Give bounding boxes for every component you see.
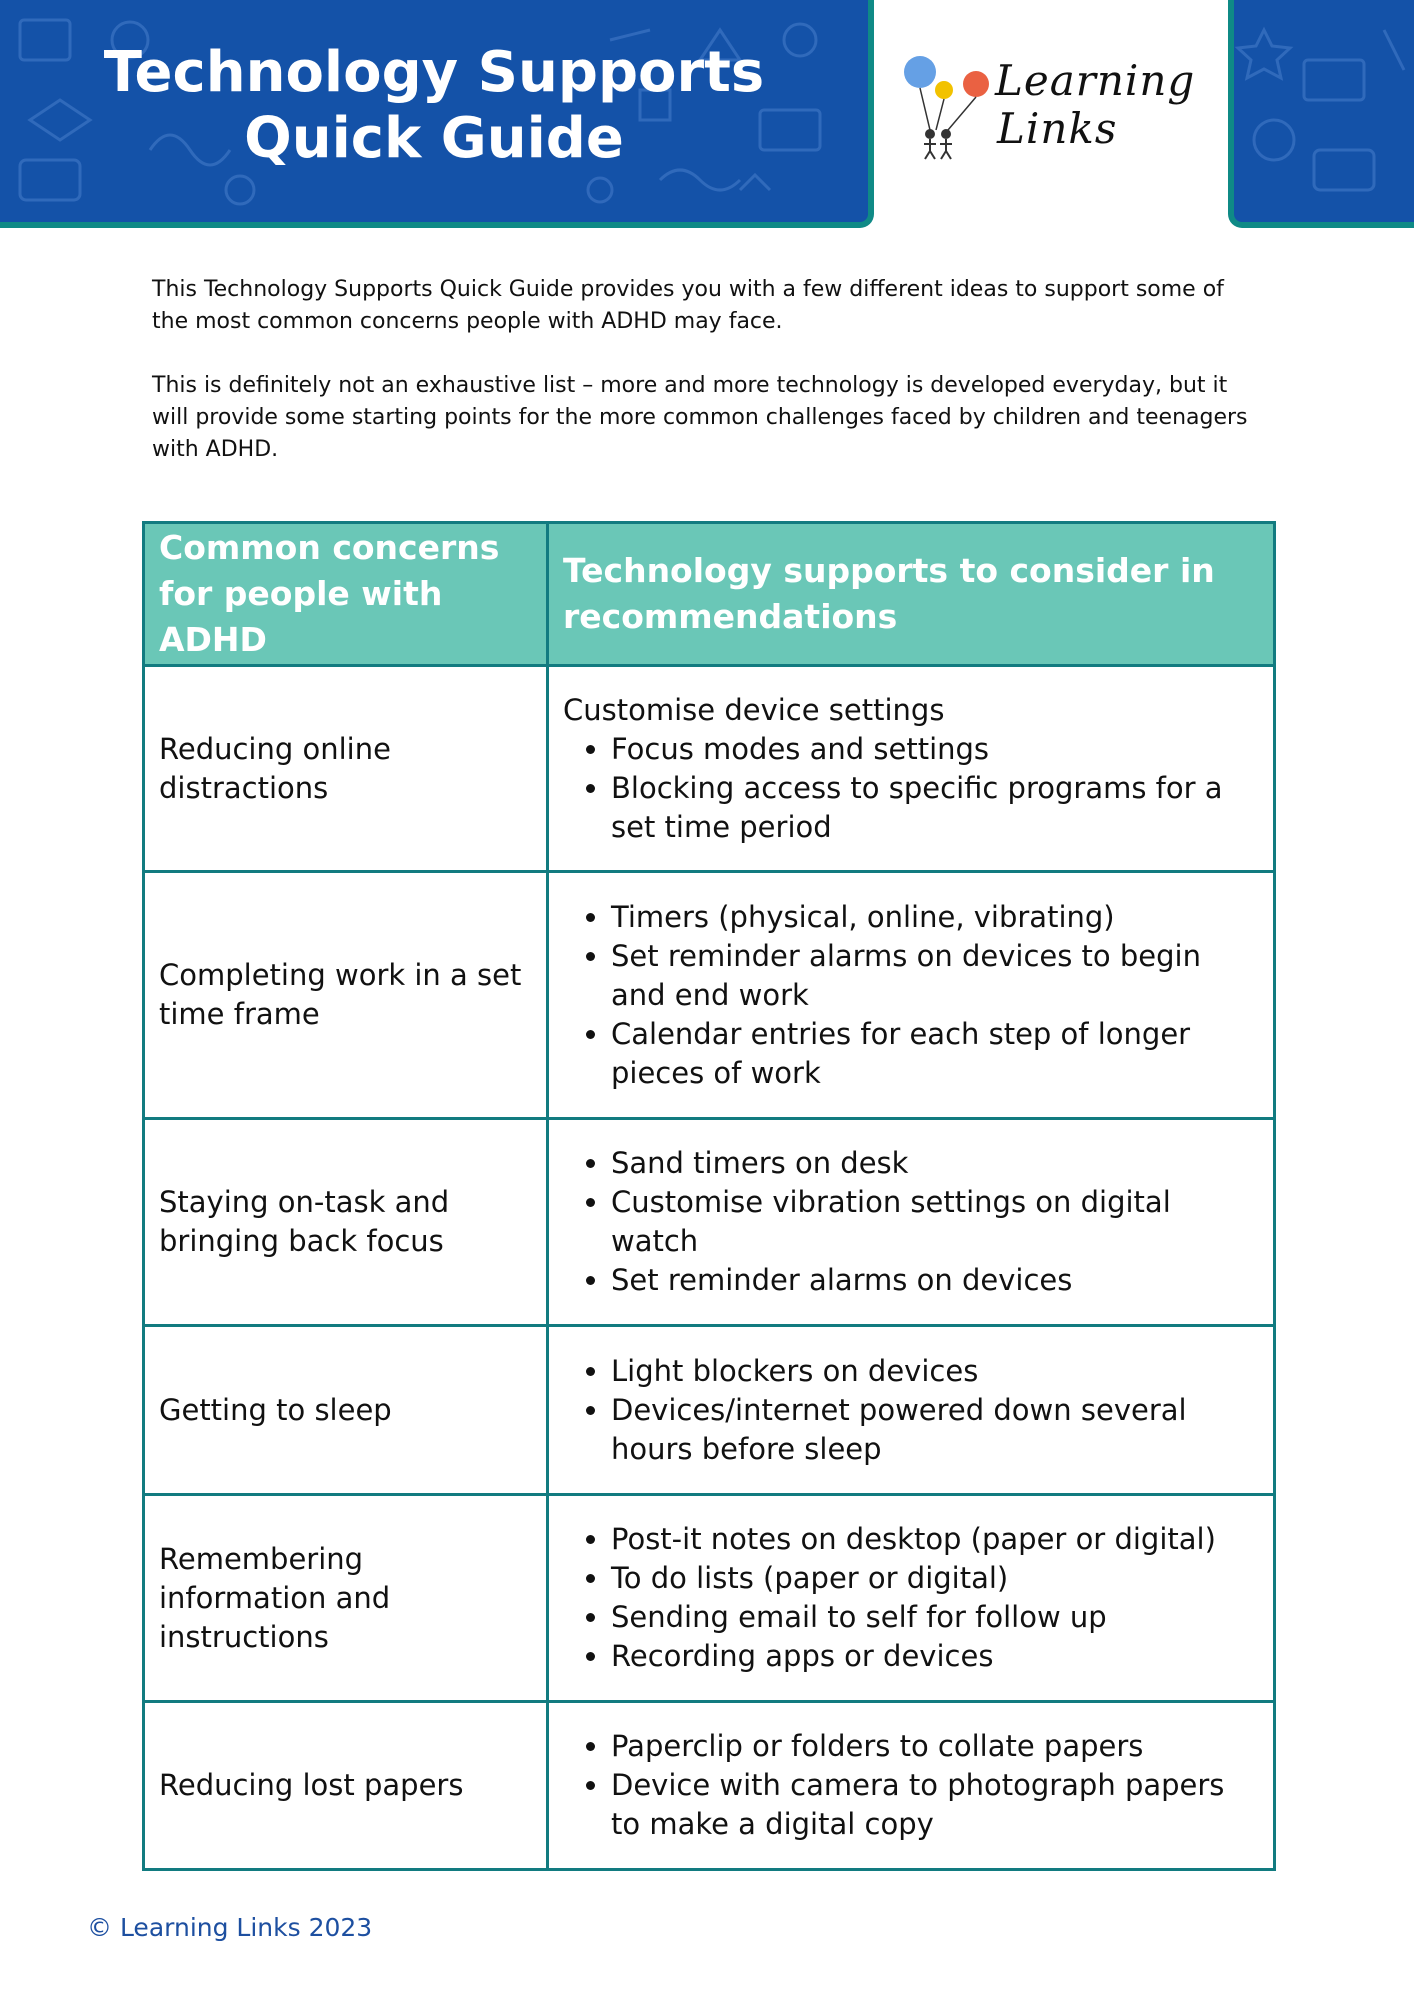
intro-paragraph: This is definitely not an exhaustive list – more and more technology is developed everyday, but it will provide some starting points for the more common challenges faced by children and teenagers with ADHD. [152,373,1248,462]
page-title-line-2: Quick Guide [244,106,624,171]
logo-text-links: Links [997,104,1118,153]
header-banner [0,0,874,228]
table-header-row [144,523,1275,666]
list-item: • Set reminder alarms on devices [611,1261,1259,1300]
list-item: • Timers (physical, online, vibrating) [611,898,1259,937]
supports-cell [548,666,1275,872]
supports-cell [548,872,1275,1119]
list-item: • Calendar entries for each step of longer pieces of work [611,1015,1259,1093]
supports-cell [548,1119,1275,1326]
list-item: • Sand timers on desk [611,1144,1259,1183]
list-item: • Customise vibration settings on digital watch [611,1183,1259,1261]
list-item: • Recording apps or devices [611,1637,1259,1676]
learning-links-logo [900,50,1200,160]
table-row [144,1495,1275,1702]
list-item: • To do lists (paper or digital) [611,1559,1259,1598]
concern-cell: Reducing online distractions [144,666,548,872]
copyright-footer: © Learning Links 2023 [87,1913,373,1942]
list-item: • Devices/internet powered down several hours before sleep [611,1391,1259,1469]
concern-cell: Getting to sleep [144,1326,548,1495]
table-row [144,666,1275,872]
table-row [144,872,1275,1119]
list-item: • Blocking access to specific programs for a set time period [611,769,1259,847]
concern-cell: Remembering information and instructions [144,1495,548,1702]
intro-paragraph: This Technology Supports Quick Guide provides you with a few different ideas to support some of the most common concerns people with ADHD may face. [152,277,1224,334]
table-row [144,1119,1275,1326]
supports-list [563,1352,1259,1469]
supports-list [563,1727,1259,1844]
list-item: • Sending email to self for follow up [611,1598,1259,1637]
concern-cell: Completing work in a set time frame [144,872,548,1119]
table-row [144,1702,1275,1870]
column-header-concerns: Common concerns for people with ADHD [144,523,548,666]
table-row [144,1326,1275,1495]
header-banner-right [1228,0,1414,228]
supports-list [563,1520,1259,1676]
column-header-supports: Technology supports to consider in recommendations [548,523,1275,666]
supports-list [563,730,1259,847]
supports-cell [548,1702,1275,1870]
list-item: • Light blockers on devices [611,1352,1259,1391]
list-item: • Paperclip or folders to collate papers [611,1727,1259,1766]
list-item: • Post-it notes on desktop (paper or digital) [611,1520,1259,1559]
list-item: • Focus modes and settings [611,730,1259,769]
logo-text-learning: Learning [995,56,1196,105]
supports-table [142,521,1276,1871]
supports-list [563,1144,1259,1300]
supports-cell [548,1326,1275,1495]
page-title-line-1: Technology Supports [103,40,765,105]
list-item: • Device with camera to photograph papers to make a digital copy [611,1766,1259,1844]
supports-cell [548,1495,1275,1702]
school-doodle-pattern [1234,0,1414,222]
list-item: • Set reminder alarms on devices to begin and end work [611,937,1259,1015]
concern-cell: Reducing lost papers [144,1702,548,1870]
supports-list [563,898,1259,1093]
supports-lead-text: Customise device settings [563,692,945,727]
balloons-icon [900,50,995,160]
concern-cell: Staying on-task and bringing back focus [144,1119,548,1326]
